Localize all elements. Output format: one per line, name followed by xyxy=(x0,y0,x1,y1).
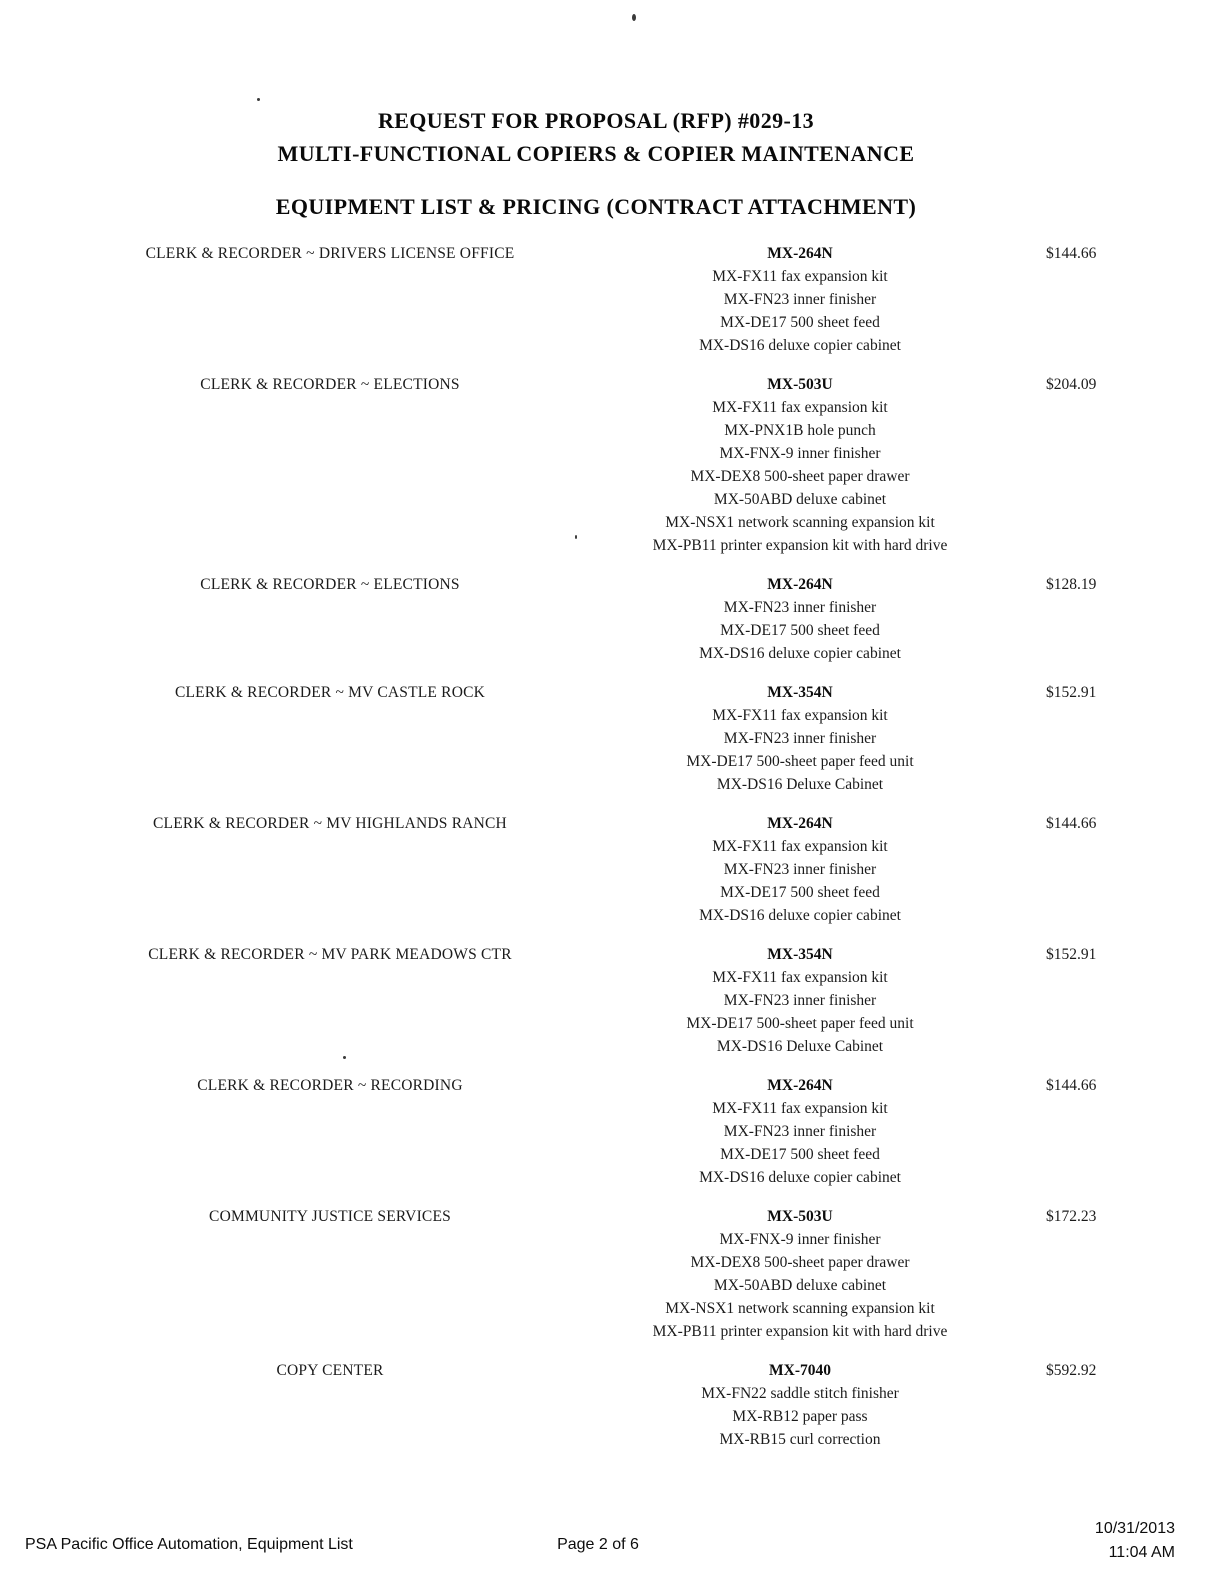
entry-equipment xyxy=(612,1074,988,1189)
accessory-line: MX-DS16 Deluxe Cabinet xyxy=(716,776,884,793)
entry-price: $128.19 xyxy=(1046,576,1097,593)
entry-equipment xyxy=(612,573,988,665)
entry-location: COMMUNITY JUSTICE SERVICES xyxy=(209,1208,451,1225)
entry-equipment xyxy=(612,1205,988,1343)
accessory-line: MX-DEX8 500-sheet paper drawer xyxy=(690,1254,910,1271)
entry-equipment xyxy=(612,242,988,357)
entry-equipment xyxy=(612,812,988,927)
entry-model: MX-264N xyxy=(767,815,833,832)
accessory-line: MX-NSX1 network scanning expansion kit xyxy=(665,1300,935,1317)
accessory-line: MX-PB11 printer expansion kit with hard drive xyxy=(652,537,948,554)
accessory-line: MX-FX11 fax expansion kit xyxy=(712,969,888,986)
accessory-line: MX-PNX1B hole punch xyxy=(724,422,876,439)
entry-accessories xyxy=(612,835,988,927)
accessory-line: MX-FN22 saddle stitch finisher xyxy=(701,1385,899,1402)
equipment-entry xyxy=(0,242,1208,357)
entry-model: MX-264N xyxy=(767,1077,833,1094)
accessory-line: MX-DE17 500 sheet feed xyxy=(720,622,880,639)
entry-location: CLERK & RECORDER ~ ELECTIONS xyxy=(200,376,460,393)
accessory-line: MX-FN23 inner finisher xyxy=(723,730,877,747)
entry-price: $144.66 xyxy=(1046,1077,1097,1094)
entry-model: MX-7040 xyxy=(769,1362,831,1379)
accessory-line: MX-DS16 Deluxe Cabinet xyxy=(716,1038,884,1055)
entry-model: MX-264N xyxy=(767,576,833,593)
entry-accessories xyxy=(612,396,988,557)
entry-location: CLERK & RECORDER ~ MV HIGHLANDS RANCH xyxy=(153,815,507,832)
equipment-entries xyxy=(0,242,1208,1451)
footer-date: 10/31/2013 xyxy=(1094,1520,1175,1537)
entry-location: CLERK & RECORDER ~ MV PARK MEADOWS CTR xyxy=(148,946,512,963)
accessory-line: MX-FN23 inner finisher xyxy=(723,992,877,1009)
accessory-line: MX-50ABD deluxe cabinet xyxy=(713,491,887,508)
accessory-line: MX-DS16 deluxe copier cabinet xyxy=(699,1169,901,1186)
accessory-line: MX-RB15 curl correction xyxy=(719,1431,881,1448)
entry-accessories xyxy=(612,1382,988,1451)
equipment-entry xyxy=(0,1359,1208,1451)
equipment-entry xyxy=(0,943,1208,1058)
accessory-line: MX-NSX1 network scanning expansion kit xyxy=(665,514,935,531)
accessory-line: MX-DE17 500 sheet feed xyxy=(720,314,880,331)
accessory-line: MX-PB11 printer expansion kit with hard drive xyxy=(652,1323,948,1340)
entry-location: CLERK & RECORDER ~ MV CASTLE ROCK xyxy=(174,684,486,701)
accessory-line: MX-FX11 fax expansion kit xyxy=(712,1100,888,1117)
entry-price: $592.92 xyxy=(1046,1362,1097,1379)
accessory-line: MX-DS16 deluxe copier cabinet xyxy=(699,337,901,354)
entry-price: $144.66 xyxy=(1046,245,1097,262)
accessory-line: MX-DEX8 500-sheet paper drawer xyxy=(690,468,910,485)
scan-speck xyxy=(632,14,636,21)
entry-equipment xyxy=(612,373,988,557)
accessory-line: MX-FN23 inner finisher xyxy=(723,599,877,616)
entry-equipment xyxy=(612,1359,988,1451)
footer-document-name: PSA Pacific Office Automation, Equipment List xyxy=(25,1536,353,1553)
entry-price: $152.91 xyxy=(1046,946,1097,963)
entry-model: MX-354N xyxy=(767,946,833,963)
entry-model: MX-354N xyxy=(767,684,833,701)
equipment-list-subtitle: EQUIPMENT LIST & PRICING (CONTRACT ATTACHMENT) xyxy=(275,194,917,219)
entry-equipment xyxy=(612,943,988,1058)
scan-speck xyxy=(257,98,260,101)
equipment-entry xyxy=(0,812,1208,927)
equipment-entry xyxy=(0,373,1208,557)
accessory-line: MX-DS16 deluxe copier cabinet xyxy=(699,645,901,662)
accessory-line: MX-FX11 fax expansion kit xyxy=(712,268,888,285)
entry-accessories xyxy=(612,966,988,1058)
accessory-line: MX-FN23 inner finisher xyxy=(723,1123,877,1140)
entry-accessories xyxy=(612,1097,988,1189)
accessory-line: MX-FX11 fax expansion kit xyxy=(712,838,888,855)
accessory-line: MX-FX11 fax expansion kit xyxy=(712,707,888,724)
entry-model: MX-503U xyxy=(767,376,833,393)
entry-location: CLERK & RECORDER ~ ELECTIONS xyxy=(200,576,460,593)
entry-equipment xyxy=(612,681,988,796)
equipment-entry xyxy=(0,573,1208,665)
accessory-line: MX-DE17 500-sheet paper feed unit xyxy=(686,753,914,770)
entry-accessories xyxy=(612,1228,988,1343)
accessory-line: MX-DE17 500 sheet feed xyxy=(720,884,880,901)
accessory-line: MX-FN23 inner finisher xyxy=(723,291,877,308)
rfp-title-line-1: REQUEST FOR PROPOSAL (RFP) #029-13 xyxy=(377,108,815,133)
accessory-line: MX-DE17 500 sheet feed xyxy=(720,1146,880,1163)
footer-time: 11:04 AM xyxy=(1108,1544,1175,1561)
accessory-line: MX-DE17 500-sheet paper feed unit xyxy=(686,1015,914,1032)
entry-model: MX-264N xyxy=(767,245,833,262)
entry-price: $204.09 xyxy=(1046,376,1097,393)
accessory-line: MX-FNX-9 inner finisher xyxy=(719,1231,881,1248)
accessory-line: MX-FN23 inner finisher xyxy=(723,861,877,878)
equipment-entry xyxy=(0,681,1208,796)
rfp-title-line-2: MULTI-FUNCTIONAL COPIERS & COPIER MAINTENANCE xyxy=(277,141,915,166)
entry-price: $152.91 xyxy=(1046,684,1097,701)
accessory-line: MX-FX11 fax expansion kit xyxy=(712,399,888,416)
entry-location: CLERK & RECORDER ~ DRIVERS LICENSE OFFICE xyxy=(145,245,515,262)
accessory-line: MX-50ABD deluxe cabinet xyxy=(713,1277,887,1294)
entry-model: MX-503U xyxy=(767,1208,833,1225)
entry-price: $144.66 xyxy=(1046,815,1097,832)
equipment-entry xyxy=(0,1205,1208,1343)
document-header xyxy=(0,0,1192,223)
footer-datetime xyxy=(1095,1517,1175,1565)
accessory-line: MX-RB12 paper pass xyxy=(732,1408,868,1425)
entry-accessories xyxy=(612,704,988,796)
entry-accessories xyxy=(612,596,988,665)
footer-page-number: Page 2 of 6 xyxy=(557,1536,639,1553)
entry-location: CLERK & RECORDER ~ RECORDING xyxy=(197,1077,463,1094)
accessory-line: MX-DS16 deluxe copier cabinet xyxy=(699,907,901,924)
equipment-entry xyxy=(0,1074,1208,1189)
entry-price: $172.23 xyxy=(1046,1208,1097,1225)
entry-accessories xyxy=(612,265,988,357)
accessory-line: MX-FNX-9 inner finisher xyxy=(719,445,881,462)
entry-location: COPY CENTER xyxy=(276,1362,384,1379)
